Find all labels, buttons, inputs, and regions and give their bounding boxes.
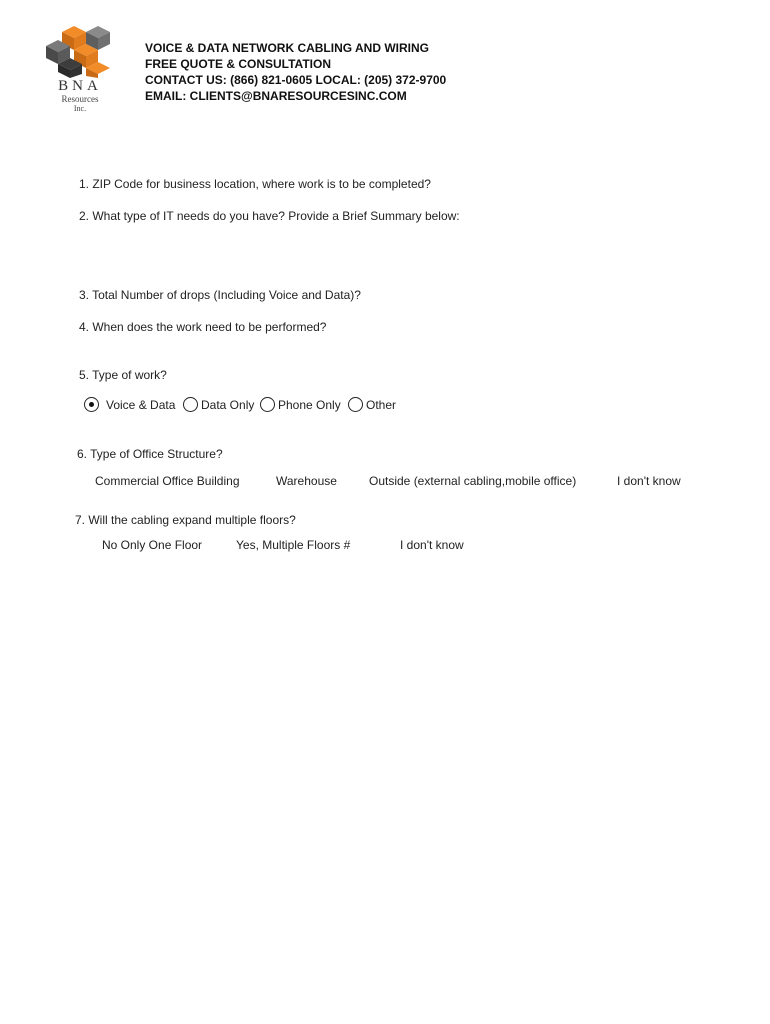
radio-voice-data[interactable]: [84, 397, 99, 412]
option-data-only: Data Only: [201, 398, 255, 412]
cube-logo-icon: [40, 26, 120, 78]
header-email: EMAIL: CLIENTS@BNARESOURCESINC.COM: [145, 89, 407, 103]
radio-data-only[interactable]: [183, 397, 198, 412]
radio-other[interactable]: [348, 397, 363, 412]
option-phone-only: Phone Only: [278, 398, 341, 412]
option-dont-know-structure[interactable]: I don't know: [617, 474, 681, 488]
bna-logo: [40, 26, 120, 116]
question-it-needs: 2. What type of IT needs do you have? Provide a Brief Summary below:: [79, 209, 460, 223]
radio-selected-dot: [89, 402, 94, 407]
question-work-type: 5. Type of work?: [79, 368, 167, 382]
option-commercial-office[interactable]: Commercial Office Building: [95, 474, 240, 488]
option-outside[interactable]: Outside (external cabling,mobile office): [369, 474, 577, 488]
header-contact: CONTACT US: (866) 821-0605 LOCAL: (205) 372-9700: [145, 73, 447, 87]
question-office-structure: 6. Type of Office Structure?: [77, 447, 223, 461]
logo-name: BNA: [58, 78, 102, 94]
option-voice-data: Voice & Data: [106, 398, 176, 412]
option-one-floor[interactable]: No Only One Floor: [102, 538, 203, 552]
option-multiple-floors[interactable]: Yes, Multiple Floors #: [236, 538, 351, 552]
header: [145, 40, 446, 104]
header-subtitle: FREE QUOTE & CONSULTATION: [145, 57, 331, 71]
option-other: Other: [366, 398, 397, 412]
question-when: 4. When does the work need to be performed?: [79, 320, 327, 334]
logo-inc: Inc.: [73, 104, 87, 113]
option-warehouse[interactable]: Warehouse: [276, 474, 337, 488]
question-drops: 3. Total Number of drops (Including Voice and Data)?: [79, 288, 361, 302]
option-dont-know-floors[interactable]: I don't know: [400, 538, 464, 552]
header-title: VOICE & DATA NETWORK CABLING AND WIRING: [145, 41, 429, 55]
question-floors: 7. Will the cabling expand multiple floors?: [75, 513, 296, 527]
radio-phone-only[interactable]: [260, 397, 275, 412]
logo-sub: Resources: [61, 94, 99, 104]
question-zip: 1. ZIP Code for business location, where work is to be completed?: [79, 177, 431, 191]
